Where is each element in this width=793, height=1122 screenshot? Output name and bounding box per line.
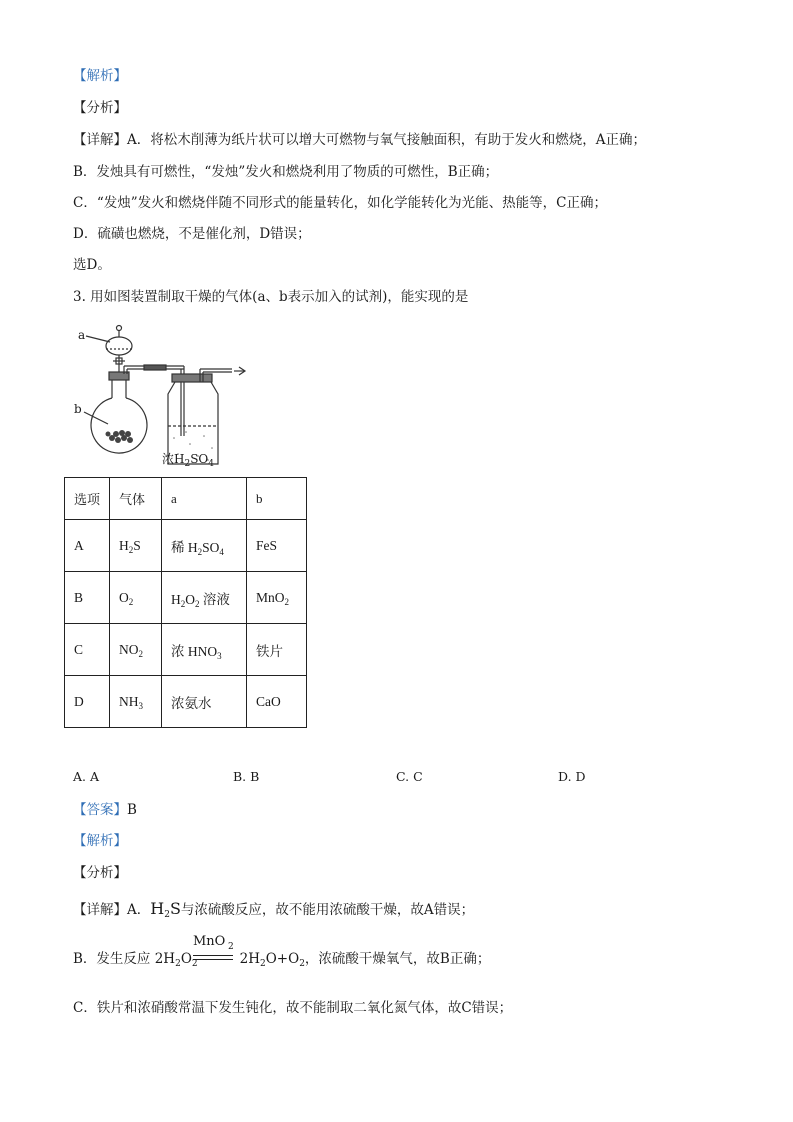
header-a: a xyxy=(162,478,247,520)
row-reagent-a: $H_2O_2$ 溶液 xyxy=(162,572,247,624)
answer-value: B xyxy=(127,802,137,818)
detail-d: D．硫磺也燃烧，不是催化剂，D错误； xyxy=(73,226,311,242)
row-reagent-b: MnO$_2$ xyxy=(247,572,307,624)
answer-line xyxy=(73,801,137,819)
table-row xyxy=(65,676,307,728)
detail-b: B．发烛具有可燃性，“发烛”发火和燃烧利用了物质的可燃性，B正确； xyxy=(73,164,499,180)
catalyst-subscript: 2 xyxy=(228,942,234,952)
analysis-subheading: 【分析】 xyxy=(73,100,127,116)
table-row xyxy=(65,624,307,676)
choice-c[interactable]: C. C xyxy=(396,769,423,784)
detail-c: C．“发烛”发火和燃烧伴随不同形式的能量转化，如化学能转化为光能、热能等，C正确； xyxy=(73,195,607,211)
row-gas: $O_2$ xyxy=(110,572,162,624)
row-gas: $NH_3$ xyxy=(110,676,162,728)
row-reagent-b: CaO xyxy=(247,676,307,728)
answer-label: 【答案】 xyxy=(73,802,127,818)
row-reagent-b: FeS xyxy=(247,520,307,572)
apparatus-figure xyxy=(72,316,252,468)
choice-d[interactable]: D. D xyxy=(558,769,586,784)
row-option: B xyxy=(65,572,110,624)
analysis-subheading-q3: 【分析】 xyxy=(73,865,127,881)
row-reagent-a: 浓氨水 xyxy=(162,676,247,728)
row-option: A xyxy=(65,520,110,572)
header-gas: 气体 xyxy=(110,478,162,520)
q3-detail-b: B．发生反应 $2H_2O_2$ $2H_2O+O_2$，浓硫酸干燥氧气，故B正确； xyxy=(73,951,491,969)
row-option: C xyxy=(65,624,110,676)
choice-a[interactable]: A. A xyxy=(73,769,100,784)
sulfuric-acid-label: 浓$H_2SO_4$ xyxy=(162,452,214,469)
q3-detail-a: 【详解】A．$H_2S$与浓硫酸反应，故不能用浓硫酸干燥，故A错误； xyxy=(73,899,475,920)
row-gas: $H_2S$ xyxy=(110,520,162,572)
catalyst-label: MnO xyxy=(193,934,226,949)
choice-b[interactable]: B. B xyxy=(233,769,260,784)
header-option: 选项 xyxy=(65,478,110,520)
reagent-a-label: a xyxy=(78,328,86,342)
row-gas: $NO_2$ xyxy=(110,624,162,676)
options-table xyxy=(64,477,307,728)
row-option: D xyxy=(65,676,110,728)
table-row xyxy=(65,572,307,624)
question-stem: 3. 用如图装置制取干燥的气体(a、b表示加入的试剂)，能实现的是 xyxy=(73,289,469,305)
table-header-row xyxy=(65,478,307,520)
answer-selection: 选D。 xyxy=(73,257,111,273)
analysis-heading-q3: 【解析】 xyxy=(73,833,127,849)
header-b: b xyxy=(247,478,307,520)
detail-a: 【详解】A．将松木削薄为纸片状可以增大可燃物与氧气接触面积，有助于发火和燃烧，A正确； xyxy=(73,132,646,148)
row-reagent-a: 浓 $HNO_3$ xyxy=(162,624,247,676)
q3-detail-c: C．铁片和浓硝酸常温下发生钝化，故不能制取二氧化氮气体，故C错误； xyxy=(73,1000,513,1016)
row-reagent-a: 稀 $H_2SO_4$ xyxy=(162,520,247,572)
row-reagent-b: 铁片 xyxy=(247,624,307,676)
analysis-heading: 【解析】 xyxy=(73,68,127,84)
reagent-b-label: b xyxy=(74,402,82,416)
table-row xyxy=(65,520,307,572)
